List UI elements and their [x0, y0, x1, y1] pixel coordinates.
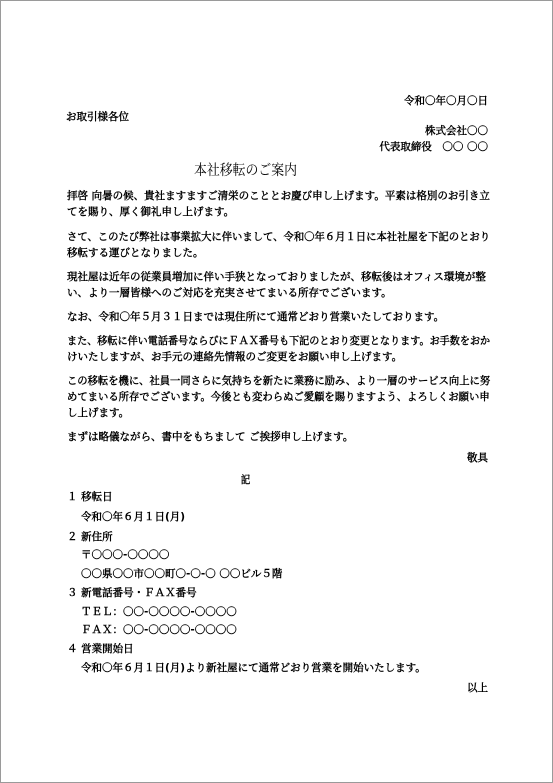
representative: 代表取締役 〇〇 〇〇: [379, 141, 488, 153]
body-line: また、移転に伴い電話番号ならびにＦＡＸ番号も下記のとおり変更となります。お手数をおか: [67, 335, 491, 347]
date: 令和〇年〇月〇日: [404, 95, 488, 107]
body-line: てを賜り、厚く御礼申し上げます。: [67, 206, 235, 218]
item-value: ＦＡＸ：〇〇-〇〇〇〇-〇〇〇〇: [81, 624, 237, 636]
body-line: い、より一層皆様へのご対応を充実させてまいる所存でございます。: [67, 287, 392, 299]
item-label: ３ 新電話番号・ＦＡＸ番号: [67, 587, 197, 599]
document-title: 本社移転のご案内: [194, 163, 297, 179]
item-value: 〇〇県〇〇市〇〇町〇-〇-〇 〇〇ビル５階: [81, 568, 283, 580]
closing-ijo: 以上: [467, 682, 488, 694]
item-label: １ 移転日: [67, 491, 113, 503]
body-line: 移転する運びとなりました。: [67, 247, 204, 259]
body-line: めてまいる所存でございます。今後とも変わらぬご愛顧を賜りますよう、よろしくお願い申: [67, 391, 490, 403]
recipient: お取引様各位: [66, 111, 129, 123]
body-line: 拝啓 向暑の候、貴社ますますご清栄のこととお慶び申し上げます。平素は格別のお引き立: [67, 190, 490, 202]
body-line: この移転を機に、社員一同さらに気持ちを新たに業務に励み、より一層のサービス向上に努: [67, 375, 491, 387]
item-label: ４ 営業開始日: [67, 643, 134, 655]
body-line: 現社屋は近年の従業員増加に伴い手狭となっておりましたが、移転後はオフィス環境が整: [67, 271, 486, 283]
body-line: さて、このたび弊社は事業拡大に伴いまして、令和〇年６月１日に本社社屋を下記のとおり: [67, 231, 491, 243]
item-value: ＴＥＬ：〇〇-〇〇〇〇-〇〇〇〇: [81, 606, 237, 618]
body-line: し上げます。: [67, 407, 130, 419]
company-name: 株式会社〇〇: [425, 125, 488, 137]
closing-keigu: 敬具: [467, 452, 488, 464]
body-line: なお、令和〇年５月３１日までは現住所にて通常どおり営業いたしております。: [67, 311, 445, 323]
item-label: ２ 新住所: [67, 531, 113, 543]
item-value: 〒〇〇〇-〇〇〇〇: [81, 549, 170, 561]
ki-heading: 記: [240, 474, 251, 486]
body-line: まずは略儀ながら、書中をもちまして ご挨拶申し上げます。: [67, 431, 354, 443]
item-value: 令和〇年６月１日(月): [81, 511, 186, 523]
body-line: けいたしますが、お手元の連絡先情報のご変更をお願い申し上げます。: [67, 351, 403, 363]
item-value: 令和〇年６月１日(月)より新社屋にて通常どおり営業を開始いたします。: [81, 662, 426, 674]
